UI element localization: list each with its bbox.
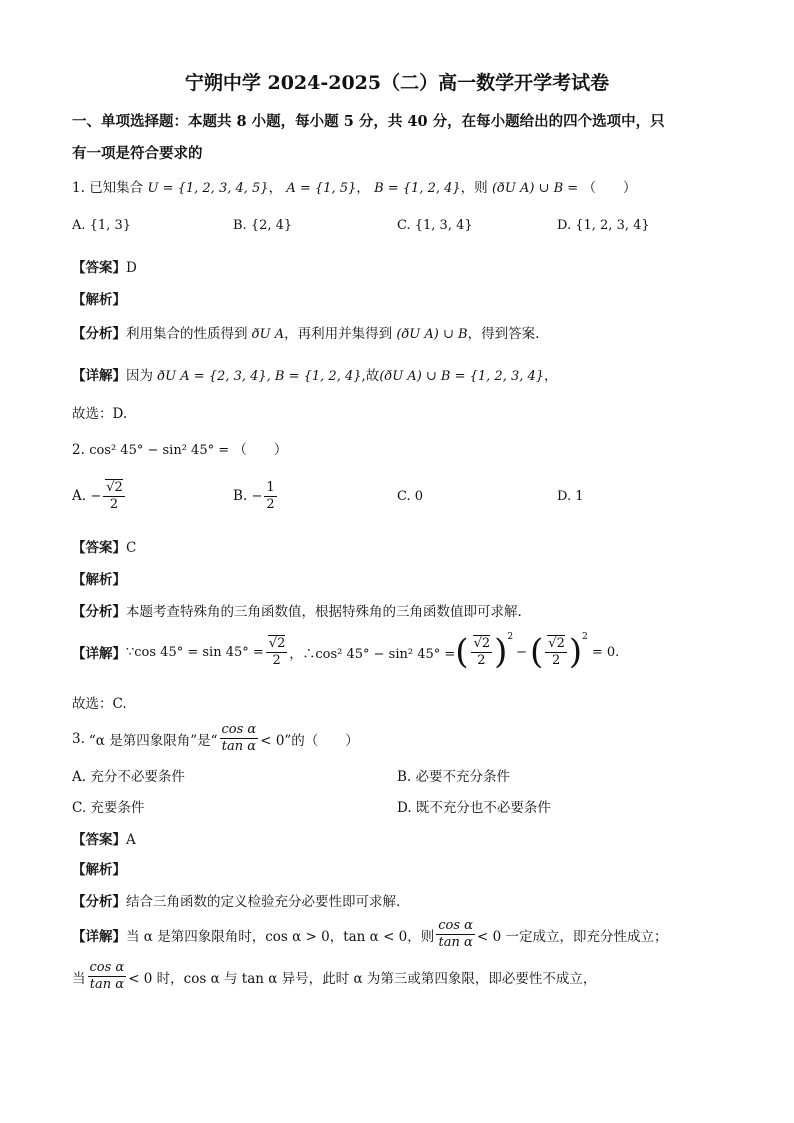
q1-fenxi-a: 利用集合的性质得到 xyxy=(126,326,248,342)
q3-answer: A xyxy=(126,832,136,848)
q3-number: 3. xyxy=(72,730,85,747)
q1-set-u: U = {1, 2, 3, 4, 5} xyxy=(147,181,269,196)
q3-detail2-a: 当 xyxy=(72,970,86,987)
q1-fenxi-complement: ðU A xyxy=(251,327,285,342)
q1-detail-expr: ðU A = {2, 3, 4}, B = {1, 2, 4} xyxy=(157,369,362,384)
q2-option-b-letter: B. xyxy=(233,488,248,504)
q1-fenxi-expr: (ðU A) ∪ B xyxy=(396,327,468,342)
q1-set-a: A = {1, 5} xyxy=(286,181,357,196)
q2-detail-frac: $\frac{√2}{2}$ xyxy=(266,636,288,669)
q1-fenxi-b: ，再利用并集得到 xyxy=(284,326,393,342)
q3-stem-b: < 0”的（ ） xyxy=(260,732,359,749)
q1-answer: D xyxy=(126,260,137,276)
q1-analysis-label: 【解析】 xyxy=(72,292,126,308)
q1-detail-line xyxy=(72,364,558,384)
q3-analysis-label: 【解析】 xyxy=(72,862,126,878)
q3-option-d: D. 既不充分也不必要条件 xyxy=(397,800,551,816)
q2-expression: cos² 45° − sin² 45° = xyxy=(89,443,230,458)
q1-set-b: B = {1, 2, 4} xyxy=(374,181,461,196)
q3-stem-a: “α 是第四象限角”是“ xyxy=(88,732,218,749)
q3-detail-line2 xyxy=(72,960,596,993)
q1-stem-a: 已知集合 xyxy=(89,180,144,196)
q1-option-a: A. {1, 3} xyxy=(72,218,132,233)
q1-option-b: B. {2, 4} xyxy=(233,218,293,233)
q2-choose: 故选：C. xyxy=(72,696,127,712)
q2-blank: （ ） xyxy=(233,442,288,458)
q3-option-a: A. 充分不必要条件 xyxy=(72,769,185,785)
q1-number: 1. xyxy=(72,180,85,196)
answer-label: 【答案】 xyxy=(72,832,126,848)
fenxi-label: 【分析】 xyxy=(72,604,126,620)
section-heading-line1: 一、单项选择题：本题共 8 小题，每小题 5 分，共 40 分，在每小题给出的四个选项中，只 xyxy=(72,113,665,130)
q3-detail2-frac: $\frac{\text{cos α}}{\text{tan α}}$ xyxy=(89,960,125,992)
xiangjie-label: 【详解】 xyxy=(72,646,126,662)
exam-title: 宁朔中学 2024-2025（二）高一数学开学考试卷 xyxy=(184,72,610,94)
q2-detail-a: ∵cos 45° = sin 45° = xyxy=(126,644,264,660)
q2-fenxi: 本题考查特殊角的三角函数值，根据特殊角的三角函数值即可求解. xyxy=(126,604,522,620)
q2-stem xyxy=(72,438,287,458)
q2-answer-line xyxy=(72,536,136,556)
q2-option-b-value: − $\frac{1}{2}$ xyxy=(251,480,275,512)
q1-option-d: D. {1, 2, 3, 4} xyxy=(557,218,650,233)
xiangjie-label: 【详解】 xyxy=(72,368,126,384)
answer-label: 【答案】 xyxy=(72,260,126,276)
q3-detail-a: 当 α 是第四象限角时，cos α > 0，tan α < 0，则 xyxy=(126,928,435,945)
q2-option-a-value: − $\frac{√2}{2}$ xyxy=(90,480,123,512)
q2-option-a xyxy=(72,480,127,513)
q3-detail-line xyxy=(72,918,667,951)
q2-number: 2. xyxy=(72,442,85,458)
q1-expression: (ðU A) ∪ B = xyxy=(491,181,579,196)
q2-option-a-letter: A. xyxy=(72,488,87,504)
q3-detail-b: < 0 一定成立，即充分性成立； xyxy=(476,928,668,945)
q2-option-d: D. 1 xyxy=(557,489,584,504)
q1-stem: 1. 已知集合 U = {1, 2, 3, 4, 5}， A = {1, 5}， B = {1, 2, 4}，则 (ðU A) ∪ B = （ ） xyxy=(72,180,637,196)
section-heading-line2: 有一项是符合要求的 xyxy=(72,145,203,162)
q1-choose: 故选：D. xyxy=(72,406,128,422)
q2-detail-b: ，∴cos² 45° − sin² 45° = xyxy=(289,646,456,662)
q1-detail-expr2: (ðU A) ∪ B = {1, 2, 3, 4} xyxy=(379,369,545,384)
q1-answer-line xyxy=(72,256,137,276)
q2-fenxi-line xyxy=(72,600,522,620)
q3-fenxi-line xyxy=(72,890,410,910)
q2-detail-c: = 0. xyxy=(591,644,620,660)
q3-option-c: C. 充要条件 xyxy=(72,800,145,816)
q3-option-b: B. 必要不充分条件 xyxy=(397,769,511,785)
q1-fenxi-line xyxy=(72,322,539,342)
q2-analysis-label: 【解析】 xyxy=(72,572,126,588)
q3-stem-frac: $\frac{\text{cos α}}{\text{tan α}}$ xyxy=(221,722,257,754)
q1-fenxi-c: ，得到答案. xyxy=(467,326,540,342)
q1-detail-b: ,故 xyxy=(361,368,380,384)
q2-answer: C xyxy=(126,540,137,556)
q1-stem-b: ，则 xyxy=(460,180,488,196)
q1-detail-a: 因为 xyxy=(126,368,153,384)
q3-stem xyxy=(72,722,359,755)
q3-fenxi: 结合三角函数的定义检验充分必要性即可求解． xyxy=(126,894,410,910)
q2-option-c: C. 0 xyxy=(397,489,424,504)
q3-answer-line xyxy=(72,828,136,848)
fenxi-label: 【分析】 xyxy=(72,326,126,342)
q2-detail-line: 【详解】 ∵cos 45° = sin 45° = $\frac{√2}{2}$ ，∴cos² 45° − sin² 45° = ( $\frac{√2}{2}$ ) $^2$ − ( $\frac{√2}{2}$ ) $^2$ = 0. xyxy=(72,632,620,672)
fenxi-label: 【分析】 xyxy=(72,894,126,910)
q3-detail2-b: < 0 时，cos α 与 tan α 异号，此时 α 为第三或第四象限，即必要性不成立， xyxy=(128,970,597,987)
answer-label: 【答案】 xyxy=(72,540,126,556)
q1-blank: （ ） xyxy=(582,180,637,196)
q1-option-c: C. {1, 3, 4} xyxy=(397,218,473,233)
xiangjie-label: 【详解】 xyxy=(72,928,126,945)
q2-option-b xyxy=(233,480,279,513)
q1-detail-c: ， xyxy=(544,368,558,384)
q3-detail-frac: $\frac{\text{cos α}}{\text{tan α}}$ xyxy=(438,918,473,950)
